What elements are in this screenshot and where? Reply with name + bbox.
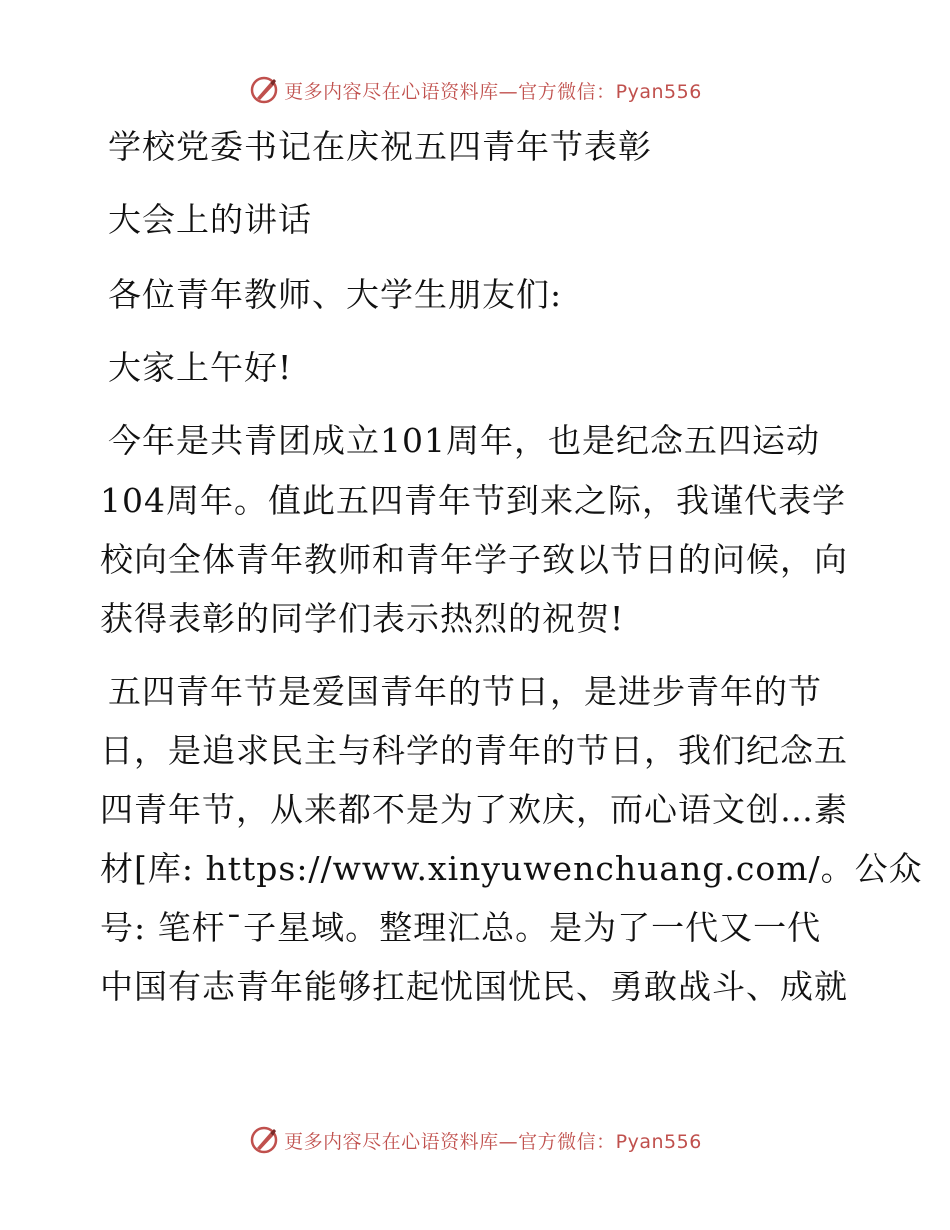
paragraph-2-line: 号: 笔杆¯子星域。整理汇总。是为了一代又一代 xyxy=(100,908,822,947)
paragraph-1-line: 校向全体青年教师和青年学子致以节日的问候，向 xyxy=(100,540,848,579)
header-banner-text: 更多内容尽在心语资料库—官方微信：Pyan556 xyxy=(284,80,702,103)
pen-seal-icon xyxy=(248,1124,280,1156)
paragraph-2-line: 四青年节，从来都不是为了欢庆，而心语文创…素 xyxy=(100,790,848,829)
doc-greeting: 大家上午好! xyxy=(108,348,293,387)
paragraph-2-line: 五四青年节是爱国青年的节日，是进步青年的节 xyxy=(108,672,822,711)
doc-title-line-1: 学校党委书记在庆祝五四青年节表彰 xyxy=(108,127,652,166)
doc-salutation: 各位青年教师、大学生朋友们: xyxy=(108,275,563,314)
paragraph-1-line: 今年是共青团成立101周年，也是纪念五四运动 xyxy=(108,421,820,460)
paragraph-2-line: 中国有志青年能够扛起忧国忧民、勇敢战斗、成就 xyxy=(100,967,848,1006)
paragraph-1-line: 获得表彰的同学们表示热烈的祝贺! xyxy=(100,599,625,638)
paragraph-2-line: 材[库: https://www.xinyuwenchuang.com/。公众 xyxy=(100,849,923,888)
paragraph-1-line: 104周年。值此五四青年节到来之际，我谨代表学 xyxy=(100,481,846,520)
footer-banner-text: 更多内容尽在心语资料库—官方微信：Pyan556 xyxy=(284,1130,702,1153)
header-banner xyxy=(0,70,950,110)
footer-banner xyxy=(0,1120,950,1160)
doc-title-line-2: 大会上的讲话 xyxy=(108,200,312,239)
pen-seal-icon xyxy=(248,74,280,106)
paragraph-2-line: 日，是追求民主与科学的青年的节日，我们纪念五 xyxy=(100,731,848,770)
